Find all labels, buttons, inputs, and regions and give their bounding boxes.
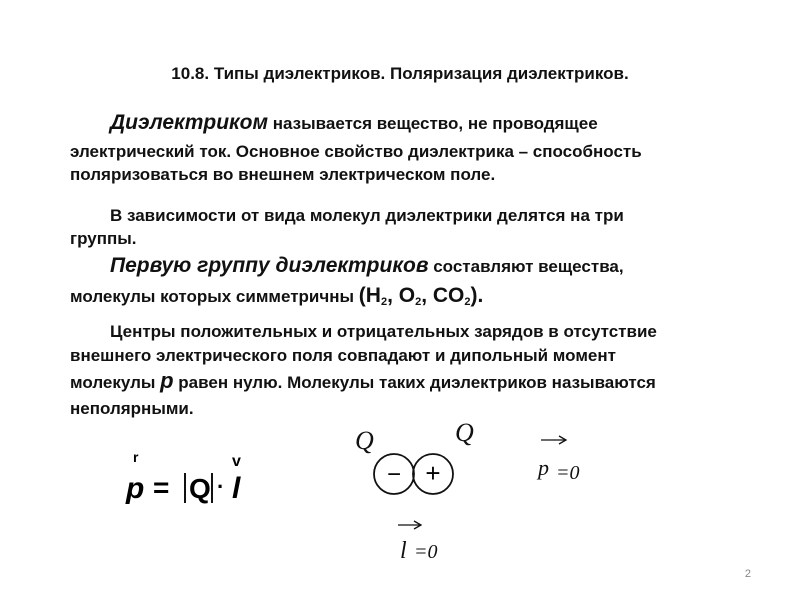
nonpolar-line-4: неполярными.: [70, 399, 194, 418]
groups-line-1: В зависимости от вида молекул диэлектрики делятся на три: [110, 206, 624, 225]
dipole-symbol: p: [160, 368, 174, 393]
l-vector-mark: v: [232, 453, 241, 470]
nonpolar-line-1: Центры положительных и отрицательных зарядов в отсутствие: [110, 322, 657, 341]
page-number: 2: [744, 568, 751, 580]
nonpolar-line-3-post: равен нулю. Молекулы таких диэлектриков называются: [173, 373, 656, 392]
definition-line-1-text: называется вещество, не проводящее: [268, 114, 598, 133]
definition-line-3: поляризоваться во внешнем электрическом поле.: [70, 165, 496, 184]
nonpolar-line-3-pre: молекулы: [70, 373, 161, 392]
first-group-line-1-text: составляют вещества,: [428, 257, 624, 276]
definition-line-2: электрический ток. Основное свойство диэлектрика – способность: [70, 142, 642, 161]
p-vector-mark: r: [133, 449, 139, 465]
p-zero-value: =0: [556, 462, 580, 484]
p-zero-symbol: p: [538, 455, 549, 480]
l-zero: [398, 521, 438, 564]
definition-term: Диэлектриком: [110, 111, 269, 134]
formula-l: l: [232, 472, 241, 505]
plus-sign: +: [425, 458, 441, 488]
formula-p: p: [126, 472, 145, 505]
minus-sign: −: [386, 461, 402, 488]
nonpolar-line-2: внешнего электрического поля совпадают и дипольный момент: [70, 346, 616, 365]
formula-equals: =: [153, 472, 170, 503]
groups-line-2: группы.: [70, 229, 137, 248]
first-group-term: Первую группу диэлектриков: [110, 254, 429, 277]
charge-label-left: Q: [355, 426, 374, 455]
first-group-line-2-text: молекулы которых симметричны: [70, 287, 359, 306]
charge-label-right: Q: [455, 418, 474, 447]
l-zero-value: =0: [414, 541, 438, 563]
l-zero-symbol: l: [400, 538, 407, 564]
formula-dot: ·: [217, 474, 225, 499]
negative-charge: [374, 454, 414, 494]
formula-q: Q: [189, 473, 211, 504]
p-zero: [536, 436, 580, 484]
slide-title: 10.8. Типы диэлектриков. Поляризация диэлектриков.: [171, 64, 629, 83]
positive-charge: [413, 454, 453, 494]
dipole-formula: [125, 449, 241, 505]
molecules-formula: ($H_2$, $O_2$, $CO_2$).: [358, 284, 484, 308]
